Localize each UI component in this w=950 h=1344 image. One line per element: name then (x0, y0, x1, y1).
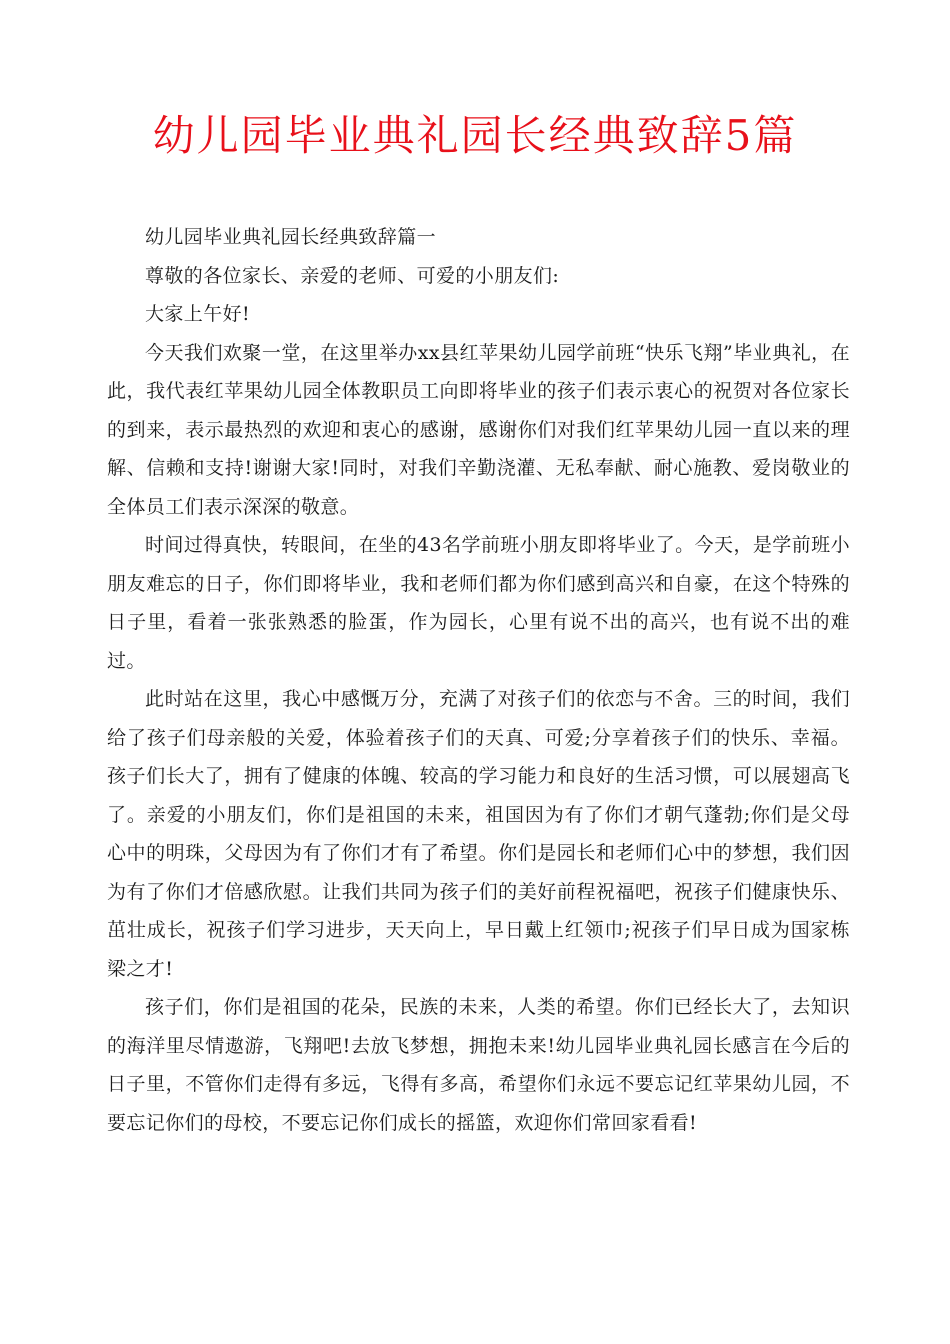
body-paragraph: 孩子们，你们是祖国的花朵，民族的未来，人类的希望。你们已经长大了，去知识的海洋里尽情遨游，飞翔吧!去放飞梦想，拥抱未来!幼儿园毕业典礼园长感言在今后的日子里，不管你们走得有多远，飞得有多高，希望你们永远不要忘记红苹果幼儿园，不要忘记你们的母校，不要忘记你们成长的摇篮，欢迎你们常回家看看! (107, 996, 850, 1134)
greeting: 大家上午好! (145, 303, 251, 325)
body-paragraph: 此时站在这里，我心中感慨万分，充满了对孩子们的依恋与不舍。三的时间，我们给了孩子们母亲般的关爱，体验着孩子们的天真、可爱;分享着孩子们的快乐、幸福。孩子们长大了，拥有了健康的体魄、较高的学习能力和良好的生活习惯，可以展翅高飞了。亲爱的小朋友们，你们是祖国的未来，祖国因为有了你们才朝气蓬勃;你们是父母心中的明珠，父母因为有了你们才有了希望。你们是园长和老师们心中的梦想，我们因为有了你们才倍感欣慰。让我们共同为孩子们的美好前程祝福吧，祝孩子们健康快乐、茁壮成长，祝孩子们学习进步，天天向上，早日戴上红领巾;祝孩子们早日成为国家栋梁之才! (107, 688, 850, 980)
body-paragraph: 时间过得真快，转眼间，在坐的43名学前班小朋友即将毕业了。今天，是学前班小朋友难忘的日子，你们即将毕业，我和老师们都为你们感到高兴和自豪，在这个特殊的日子里，看着一张张熟悉的脸蛋，作为园长，心里有说不出的高兴，也有说不出的难过。 (107, 534, 850, 672)
salutation: 尊敬的各位家长、亲爱的老师、可爱的小朋友们: (145, 264, 560, 287)
document-title: 幼儿园毕业典礼园长经典致辞5篇 (152, 111, 798, 160)
document-body (107, 218, 850, 1142)
section-heading: 幼儿园毕业典礼园长经典致辞篇一 (145, 226, 437, 248)
body-paragraph: 今天我们欢聚一堂，在这里举办xx县红苹果幼儿园学前班“快乐飞翔”毕业典礼，在此，我代表红苹果幼儿园全体教职员工向即将毕业的孩子们表示衷心的祝贺对各位家长的到来，表示最热烈的欢迎和衷心的感谢，感谢你们对我们红苹果幼儿园一直以来的理解、信赖和支持!谢谢大家!同时，对我们辛勤浇灌、无私奉献、耐心施教、爱岗敬业的全体员工们表示深深的敬意。 (107, 341, 850, 518)
